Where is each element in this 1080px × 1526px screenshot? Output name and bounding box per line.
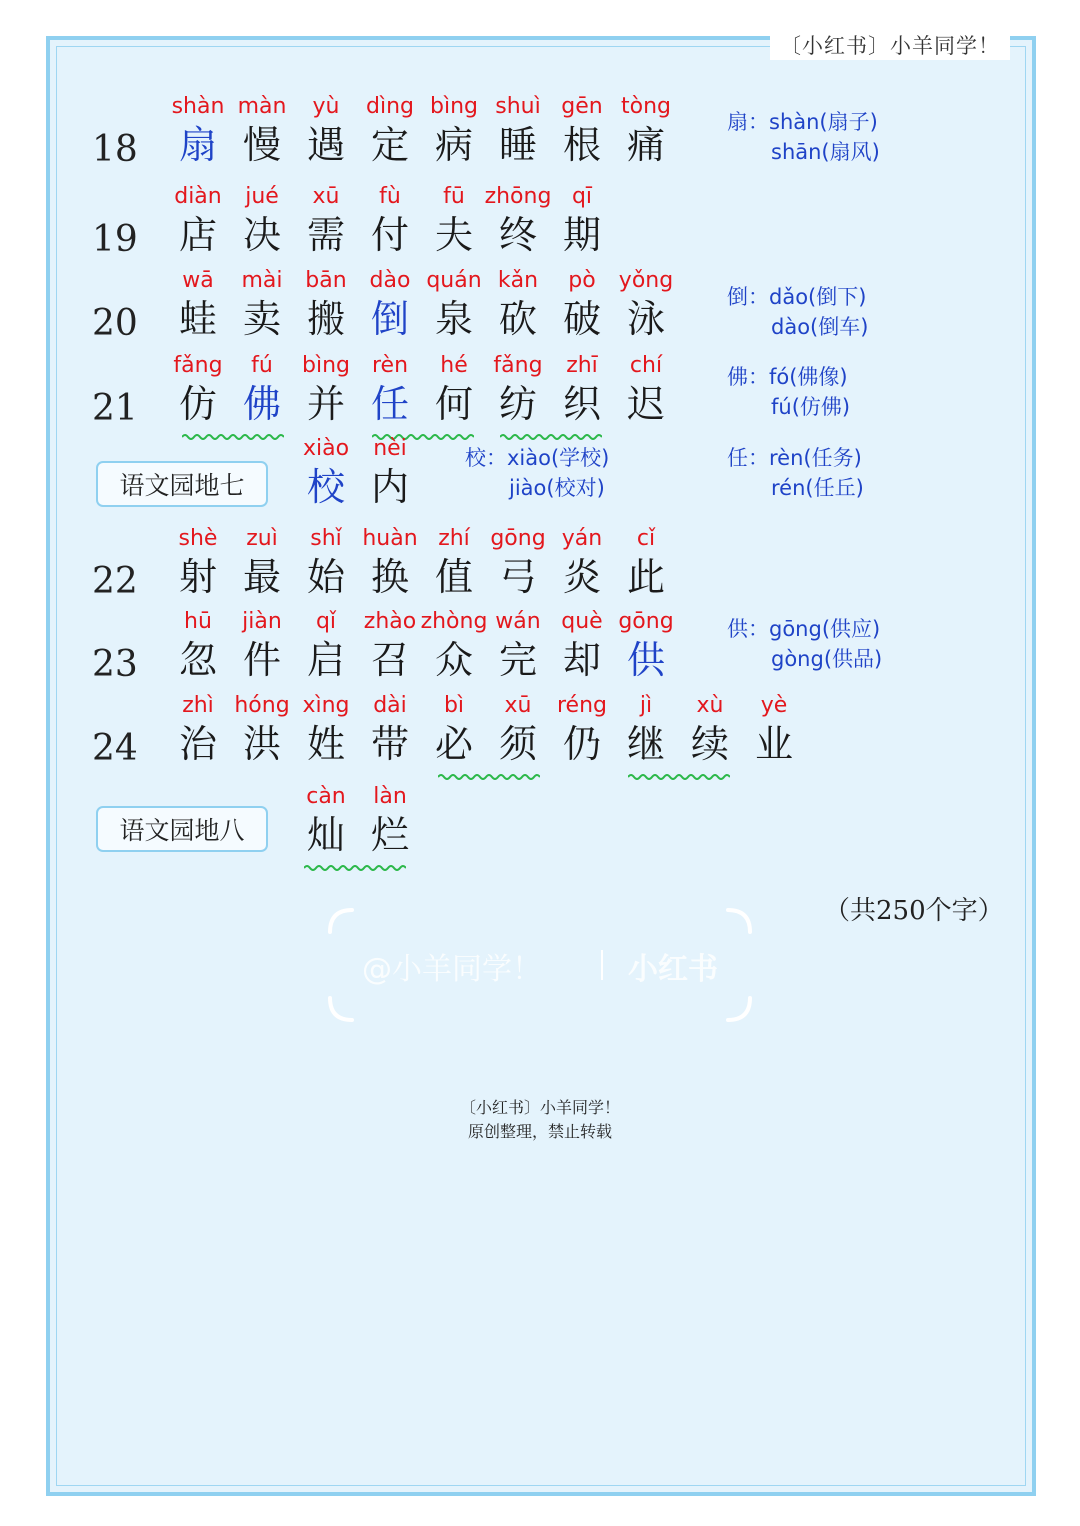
- footer: [0, 1096, 1080, 1144]
- char-cell: [614, 94, 678, 174]
- note-line: rén(任丘): [771, 476, 864, 500]
- pinyin: zhòng: [420, 609, 488, 634]
- pinyin: pò: [568, 268, 596, 293]
- word-underline-wavy: [304, 864, 406, 872]
- hanzi: 完: [498, 638, 537, 682]
- watermark-logo: 小红书: [628, 952, 718, 987]
- pinyin: dài: [373, 693, 407, 718]
- pinyin: zhào: [363, 609, 417, 634]
- pinyin: xū: [504, 693, 532, 718]
- pinyin: xù: [696, 693, 724, 718]
- hanzi: 并: [306, 382, 345, 426]
- hanzi: 卖: [242, 297, 281, 341]
- hanzi: 换: [370, 555, 409, 599]
- hanzi: 始: [306, 555, 345, 599]
- hanzi: 砍: [498, 297, 537, 341]
- pinyin: gōng: [618, 609, 674, 634]
- hanzi: 纺: [498, 382, 537, 426]
- pinyin: zhì: [182, 693, 214, 718]
- pinyin: què: [561, 609, 603, 634]
- lesson-number: 21: [92, 388, 138, 429]
- pinyin: nèi: [373, 436, 407, 461]
- pinyin: bì: [443, 693, 465, 718]
- hanzi: 仍: [562, 722, 601, 766]
- lesson-number: 23: [92, 644, 138, 685]
- polyphone-note-ren: [727, 443, 864, 503]
- character-row-19: [0, 184, 1080, 264]
- pinyin: qī: [571, 184, 593, 209]
- hanzi: 病: [434, 123, 473, 167]
- hanzi: 慢: [242, 123, 281, 167]
- lesson-number: 18: [92, 129, 138, 170]
- pinyin: réng: [556, 693, 607, 718]
- pinyin: jué: [245, 184, 279, 209]
- pinyin: dào: [369, 268, 411, 293]
- note-line: 任：rèn(任务): [727, 446, 862, 470]
- note-line: gòng(供品): [771, 647, 883, 671]
- pinyin: yán: [561, 526, 603, 551]
- pinyin: càn: [306, 784, 346, 809]
- hanzi: 迟: [626, 382, 665, 426]
- hanzi: 何: [434, 382, 473, 426]
- unit-row-8: [0, 784, 1080, 864]
- unit-badge: 语文园地七: [96, 461, 268, 507]
- hanzi: 治: [178, 722, 217, 766]
- hanzi: 倒: [370, 297, 409, 341]
- char-cell: [614, 526, 678, 606]
- pinyin: zhōng: [484, 184, 552, 209]
- hanzi: 此: [626, 555, 665, 599]
- lesson-number: 24: [92, 728, 138, 769]
- hanzi: 续: [690, 722, 729, 766]
- pinyin: zuì: [246, 526, 278, 551]
- polyphone-note-fo: [727, 362, 850, 422]
- hanzi: 最: [242, 555, 281, 599]
- pinyin: xū: [312, 184, 340, 209]
- note-line: shān(扇风): [771, 140, 880, 164]
- hanzi: 期: [562, 213, 601, 257]
- pinyin: shè: [178, 526, 218, 551]
- hanzi: 带: [370, 722, 409, 766]
- pinyin: yù: [312, 94, 340, 119]
- pinyin: chí: [629, 353, 663, 378]
- pinyin: màn: [237, 94, 287, 119]
- note-line: 佛：fó(佛像): [727, 365, 848, 389]
- polyphone-note-gong: [727, 614, 882, 674]
- hanzi: 终: [498, 213, 537, 257]
- pinyin: wán: [495, 609, 541, 634]
- note-line: 扇：shàn(扇子): [727, 110, 878, 134]
- hanzi: 破: [562, 297, 601, 341]
- char-cell: [614, 609, 678, 689]
- pinyin: yè: [760, 693, 788, 718]
- pinyin: fū: [443, 184, 465, 209]
- pinyin: huàn: [362, 526, 418, 551]
- pinyin: zhī: [566, 353, 598, 378]
- pinyin: fǎng: [493, 353, 543, 378]
- pinyin: shuì: [495, 94, 541, 119]
- pinyin: cǐ: [636, 526, 656, 551]
- character-row-24: [0, 693, 1080, 773]
- character-row-22: [0, 526, 1080, 606]
- hanzi: 继: [626, 722, 665, 766]
- pinyin: hóng: [234, 693, 290, 718]
- hanzi: 夫: [434, 213, 473, 257]
- pinyin: gōng: [490, 526, 546, 551]
- pinyin: qǐ: [315, 609, 337, 634]
- hanzi: 灿: [306, 813, 345, 857]
- hanzi: 件: [242, 638, 281, 682]
- hanzi: 洪: [242, 722, 281, 766]
- hanzi: 扇: [178, 123, 217, 167]
- pinyin: bìng: [430, 94, 478, 119]
- hanzi: 召: [370, 638, 409, 682]
- polyphone-note-dao: [727, 282, 868, 342]
- brand-header: 〔小红书〕小羊同学！: [770, 30, 1010, 60]
- char-cell: [614, 353, 678, 433]
- lesson-number: 22: [92, 561, 138, 602]
- pinyin: zhí: [438, 526, 470, 551]
- hanzi: 蛙: [178, 297, 217, 341]
- pinyin: dìng: [366, 94, 414, 119]
- hanzi: 射: [178, 555, 217, 599]
- word-underline-wavy: [628, 773, 730, 781]
- note-line: 供：gōng(供应): [727, 617, 881, 641]
- hanzi: 却: [562, 638, 601, 682]
- hanzi: 供: [626, 638, 665, 682]
- pinyin: xiào: [302, 436, 350, 461]
- pinyin: xìng: [302, 693, 350, 718]
- hanzi: 付: [370, 213, 409, 257]
- pinyin: fú: [251, 353, 273, 378]
- character-row-23: [0, 609, 1080, 689]
- pinyin: diàn: [174, 184, 222, 209]
- polyphone-note-xiao: [465, 443, 609, 503]
- hanzi: 搬: [306, 297, 345, 341]
- char-cell: [550, 184, 614, 264]
- pinyin: fǎng: [173, 353, 223, 378]
- hanzi: 定: [370, 123, 409, 167]
- hanzi: 泳: [626, 297, 665, 341]
- hanzi: 睡: [498, 123, 537, 167]
- hanzi: 众: [434, 638, 473, 682]
- pinyin: jì: [639, 693, 653, 718]
- lesson-number: 20: [92, 303, 138, 344]
- hanzi: 内: [370, 465, 409, 509]
- pinyin: hé: [440, 353, 468, 378]
- footer-brand: 〔小红书〕小羊同学！: [459, 1098, 620, 1117]
- char-cell: [358, 784, 422, 864]
- pinyin: làn: [373, 784, 407, 809]
- hanzi: 仿: [178, 382, 217, 426]
- pinyin: bìng: [302, 353, 350, 378]
- unit-badge: 语文园地八: [96, 806, 268, 852]
- hanzi: 启: [306, 638, 345, 682]
- hanzi: 决: [242, 213, 281, 257]
- pinyin: quán: [426, 268, 482, 293]
- char-cell: [358, 436, 422, 516]
- character-row-21: [0, 353, 1080, 433]
- hanzi: 忽: [178, 638, 217, 682]
- note-line: dào(倒车): [771, 315, 869, 339]
- hanzi: 佛: [242, 382, 281, 426]
- hanzi: 须: [498, 722, 537, 766]
- note-line: jiào(校对): [509, 476, 605, 500]
- note-line: 倒：dǎo(倒下): [727, 285, 867, 309]
- character-row-20: [0, 268, 1080, 348]
- hanzi: 织: [562, 382, 601, 426]
- hanzi: 炎: [562, 555, 601, 599]
- pinyin: tòng: [621, 94, 671, 119]
- hanzi: 业: [754, 722, 793, 766]
- pinyin: hū: [184, 609, 212, 634]
- hanzi: 校: [306, 465, 345, 509]
- hanzi: 任: [370, 382, 409, 426]
- note-line: fú(仿佛): [771, 395, 851, 419]
- pinyin: shǐ: [310, 526, 342, 551]
- hanzi: 遇: [306, 123, 345, 167]
- pinyin: mài: [241, 268, 283, 293]
- char-cell: [614, 268, 678, 348]
- pinyin: jiàn: [242, 609, 282, 634]
- hanzi: 烂: [370, 813, 409, 857]
- hanzi: 店: [178, 213, 217, 257]
- pinyin: wā: [182, 268, 214, 293]
- note-line: 校：xiào(学校): [465, 446, 610, 470]
- pinyin: gēn: [561, 94, 603, 119]
- hanzi: 需: [306, 213, 345, 257]
- polyphone-note-shan: [727, 107, 880, 167]
- hanzi: 泉: [434, 297, 473, 341]
- hanzi: 根: [562, 123, 601, 167]
- hanzi: 姓: [306, 722, 345, 766]
- pinyin: kǎn: [497, 268, 539, 293]
- hanzi: 值: [434, 555, 473, 599]
- character-row-18: [0, 94, 1080, 174]
- watermark-handle: @小羊同学！: [362, 952, 542, 987]
- pinyin: bān: [305, 268, 347, 293]
- hanzi: 弓: [498, 555, 537, 599]
- lesson-number: 19: [92, 219, 138, 260]
- pinyin: rèn: [371, 353, 409, 378]
- pinyin: fù: [379, 184, 401, 209]
- char-cell: [742, 693, 806, 773]
- total-count: （共250个字）: [824, 896, 1004, 926]
- pinyin: shàn: [171, 94, 225, 119]
- hanzi: 必: [434, 722, 473, 766]
- hanzi: 痛: [626, 123, 665, 167]
- pinyin: yǒng: [618, 268, 674, 293]
- footer-copyright: 原创整理，禁止转载: [467, 1122, 612, 1141]
- word-underline-wavy: [438, 773, 540, 781]
- watermark: [328, 908, 752, 1022]
